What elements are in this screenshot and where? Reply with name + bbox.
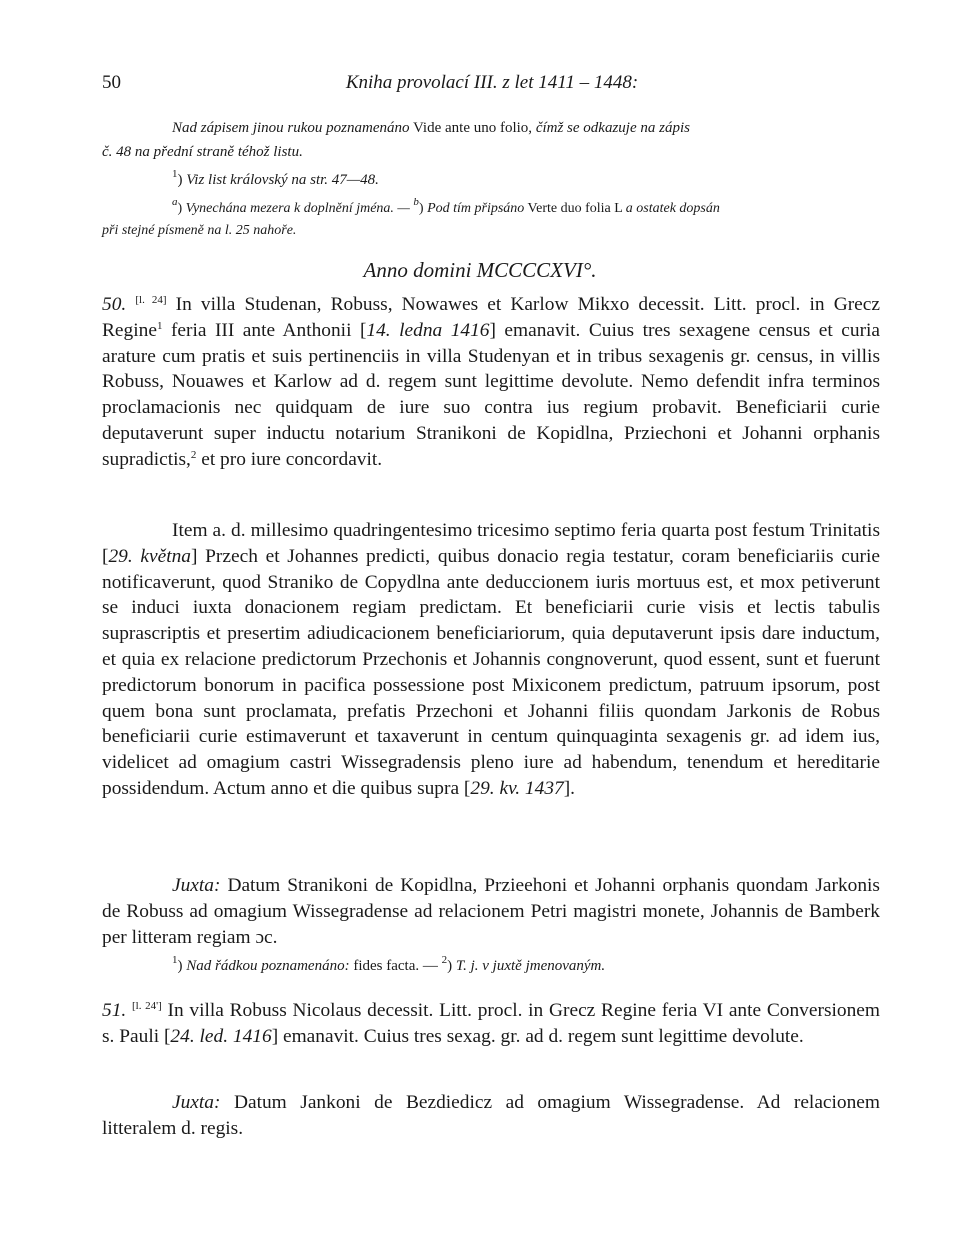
note-line: č. 48 na přední straně téhož listu. <box>102 144 303 160</box>
entry-50: 50. [l. 24] In villa Studenan, Robuss, Nowawes et Karlow Mikxo decessit. Litt. procl. in Grecz Regine$^1$ feria III ante Anthonii [14. ledna 1416] emanavit. Cuius tres sexagene census et curia arature cum pratis et suis pertinenciis in villa Studenyan et in tribus sexagenis gr. census, in villis Robuss, Nouawes et Karlow ad d. regem sunt legittime devolute. Nemo defendit infra terminos proclamacionis nec quidquam de iure suo contra ius regium probavit. Beneficiarii curie deputaverunt super inductu notarium Stranikoni de Kopidlna, Prziechoni et Johanni orphanis supradictis,$^2$ et pro iure concordavit. <box>102 294 881 470</box>
entry-number: 51. <box>102 1000 127 1021</box>
footnotes: $^1$) Nad řádkou poznamenáno: fides facta. — $^2$) T. j. v juxtě jmenovaným. <box>172 954 606 974</box>
note-line: Nad zápisem jinou rukou poznamenáno Vide ante uno folio, čímž se odkazuje na zápis <box>172 120 690 136</box>
footnote-1: $^1$) Viz list královský na str. 47—48. <box>172 168 379 188</box>
juxta-label: Juxta: <box>172 1092 221 1113</box>
year-heading: Anno domini MCCCCXVI°. <box>363 258 597 282</box>
juxta-paragraph: Juxta: Datum Jankoni de Bezdiedicz ad omagium Wissegradense. Ad relacionem litteralem d. regis. <box>102 1092 880 1139</box>
folio-reference: [l. 24'] <box>132 1000 162 1012</box>
page-number: 50 <box>102 72 121 93</box>
running-title: Kniha provolací III. z let 1411 – 1448: <box>345 72 639 93</box>
entry-number: 50. <box>102 294 127 315</box>
footnote-a-b: $^a$) Vynechána mezera k doplnění jména. — $^b$) Pod tím připsáno Verte duo folia L a ostatek dopsán <box>172 196 720 216</box>
item-paragraph: Item a. d. millesimo quadringentesimo tricesimo septimo feria quarta post festum Trinitatis [29. května] Przech et Johannes predicti, quibus donacio regia testatur, coram beneficiariis curie notificaverunt, quod Straniko de Copydlna ante deduccionem iuris mortuus est, et mox petiverunt se induci iuxta donacionem regiam predictam. Et beneficiarii curie visis et lectis tabulis suprascriptis et presertim adiudicacionem beneficiariorum, quia deputaverunt ipsis dare inductum, et quia ex relacione predictorum Przechonis et Johannis congnoverunt, quod essent, sunt et fuerunt predictorum bonorum in pacifica possessione post Mixiconem predictum, patruum ipsorum, post quem bona sunt proclamata, prefatis Przechoni et Johanni filiis quondam Jarkonis de Robus beneficiarii curie estimaverunt et taxaverunt in centum quinquaginta sexagenis gr. ad idem ius, videlicet ad omagium castri Wissegradensis pleno iure ad habendum, tenendum et hereditarie possidendum. Actum anno et die quibus supra [29. kv. 1437]. <box>102 520 880 799</box>
folio-reference: [l. 24] <box>135 294 167 306</box>
footnote-mark: 1 <box>156 319 163 332</box>
entry-51: 51. [l. 24'] In villa Robuss Nicolaus decessit. Litt. procl. in Grecz Regine feria VI ante Conversionem s. Pauli [24. led. 1416] emanavit. Cuius tres sexag. gr. ad d. regem sunt legittime devolute. <box>102 1000 880 1047</box>
running-head <box>102 72 882 96</box>
note-line: při stejné písmeně na l. 25 nahoře. <box>102 223 297 238</box>
footnote-mark: 2 <box>190 448 197 461</box>
juxta-label: Juxta: <box>172 875 221 896</box>
juxta-paragraph: Juxta: Datum Stranikoni de Kopidlna, Przieehoni et Johanni orphanis quondam Jarkonis de Robuss ad omagium Wissegradense ad relacionem Petri magistri monete, Johannis de Bamberk per litteram regiam ɔc. <box>102 875 880 948</box>
